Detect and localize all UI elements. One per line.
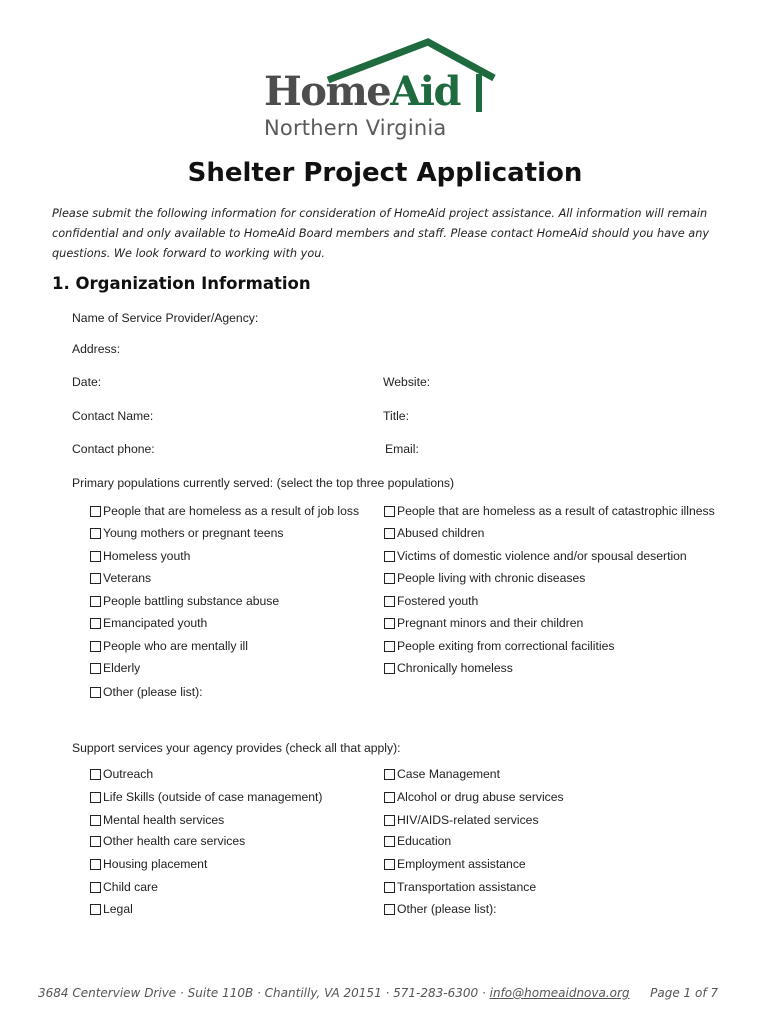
page-number: Page 1 of 7	[650, 986, 718, 1000]
service-option[interactable]: Housing placement	[90, 855, 207, 873]
checkbox[interactable]	[384, 506, 395, 517]
service-option[interactable]: Employment assistance	[384, 855, 526, 873]
date-label: Date:	[72, 375, 102, 389]
checkbox[interactable]	[90, 573, 101, 584]
population-option[interactable]: Victims of domestic violence and/or spousal desertion	[384, 547, 687, 565]
service-option[interactable]: Case Management	[384, 765, 500, 783]
website-label: Website:	[383, 375, 431, 389]
logo-wordmark: HomeAid	[264, 68, 460, 115]
population-option[interactable]: People exiting from correctional facilities	[384, 637, 614, 655]
checkbox[interactable]	[90, 687, 101, 698]
service-option[interactable]: HIV/AIDS-related services	[384, 811, 539, 829]
service-option[interactable]: Mental health services	[90, 811, 224, 829]
population-option[interactable]: Homeless youth	[90, 547, 190, 565]
checkbox[interactable]	[384, 618, 395, 629]
intro-paragraph: Please submit the following information for consideration of HomeAid project assistance. All information will remain confidential and only available to HomeAid Board members and staff. Please contact HomeAid should you have any questions. We look forward to working with you.	[52, 207, 710, 260]
population-option[interactable]: People that are homeless as a result of job loss	[90, 502, 359, 520]
page-footer	[38, 986, 718, 1000]
population-option[interactable]: Veterans	[90, 569, 151, 587]
population-option[interactable]: People who are mentally ill	[90, 637, 248, 655]
checkbox[interactable]	[90, 769, 101, 780]
service-option[interactable]: Education	[384, 832, 451, 850]
checkbox[interactable]	[90, 815, 101, 826]
population-option[interactable]: Elderly	[90, 659, 140, 677]
population-option[interactable]: People that are homeless as a result of catastrophic illness	[384, 502, 715, 520]
checkbox[interactable]	[384, 815, 395, 826]
checkbox[interactable]	[90, 596, 101, 607]
checkbox[interactable]	[90, 506, 101, 517]
contact-name-label: Contact Name:	[72, 409, 154, 423]
section-heading-organization: 1. Organization Information	[52, 274, 311, 293]
population-option[interactable]: Abused children	[384, 524, 484, 542]
checkbox[interactable]	[90, 859, 101, 870]
checkbox[interactable]	[384, 769, 395, 780]
population-option-other[interactable]: Other (please list):	[90, 683, 203, 701]
service-option[interactable]: Child care	[90, 878, 158, 896]
populations-prompt: Primary populations currently served: (select the top three populations)	[72, 476, 455, 490]
checkbox[interactable]	[90, 641, 101, 652]
checkbox[interactable]	[90, 904, 101, 915]
checkbox[interactable]	[384, 663, 395, 674]
checkbox[interactable]	[384, 551, 395, 562]
checkbox[interactable]	[90, 792, 101, 803]
checkbox[interactable]	[90, 882, 101, 893]
provider-label: Name of Service Provider/Agency:	[72, 311, 259, 325]
checkbox[interactable]	[384, 859, 395, 870]
service-option[interactable]: Alcohol or drug abuse services	[384, 788, 564, 806]
page-title: Shelter Project Application	[187, 158, 583, 188]
checkbox[interactable]	[384, 882, 395, 893]
service-option[interactable]: Life Skills (outside of case management)	[90, 788, 322, 806]
checkbox[interactable]	[384, 573, 395, 584]
population-option[interactable]: Fostered youth	[384, 592, 478, 610]
checkbox[interactable]	[384, 904, 395, 915]
services-prompt: Support services your agency provides (check all that apply):	[72, 741, 401, 755]
service-option[interactable]: Transportation assistance	[384, 878, 536, 896]
checkbox[interactable]	[384, 792, 395, 803]
title-label: Title:	[383, 409, 409, 423]
address-label: Address:	[72, 342, 121, 356]
population-option[interactable]: People living with chronic diseases	[384, 569, 585, 587]
population-option[interactable]: Chronically homeless	[384, 659, 513, 677]
checkbox[interactable]	[90, 836, 101, 847]
checkbox[interactable]	[90, 663, 101, 674]
checkbox[interactable]	[384, 596, 395, 607]
checkbox[interactable]	[90, 551, 101, 562]
service-option[interactable]: Legal	[90, 900, 133, 918]
phone-label: Contact phone:	[72, 442, 155, 456]
service-option[interactable]: Other health care services	[90, 832, 245, 850]
checkbox[interactable]	[90, 618, 101, 629]
checkbox[interactable]	[384, 836, 395, 847]
footer-email-link[interactable]: info@homeaidnova.org	[489, 986, 630, 1000]
population-option[interactable]: People battling substance abuse	[90, 592, 279, 610]
homeaid-logo	[262, 38, 498, 148]
checkbox[interactable]	[90, 528, 101, 539]
email-label: Email:	[385, 442, 419, 456]
service-option-other[interactable]: Other (please list):	[384, 900, 497, 918]
population-option[interactable]: Young mothers or pregnant teens	[90, 524, 283, 542]
checkbox[interactable]	[384, 528, 395, 539]
service-option[interactable]: Outreach	[90, 765, 153, 783]
population-option[interactable]: Pregnant minors and their children	[384, 614, 583, 632]
checkbox[interactable]	[384, 641, 395, 652]
logo-subtitle: Northern Virginia	[264, 116, 447, 140]
population-option[interactable]: Emancipated youth	[90, 614, 207, 632]
footer-address: 3684 Centerview Drive · Suite 110B · Chantilly, VA 20151 · 571-283-6300 ·	[38, 986, 490, 1000]
